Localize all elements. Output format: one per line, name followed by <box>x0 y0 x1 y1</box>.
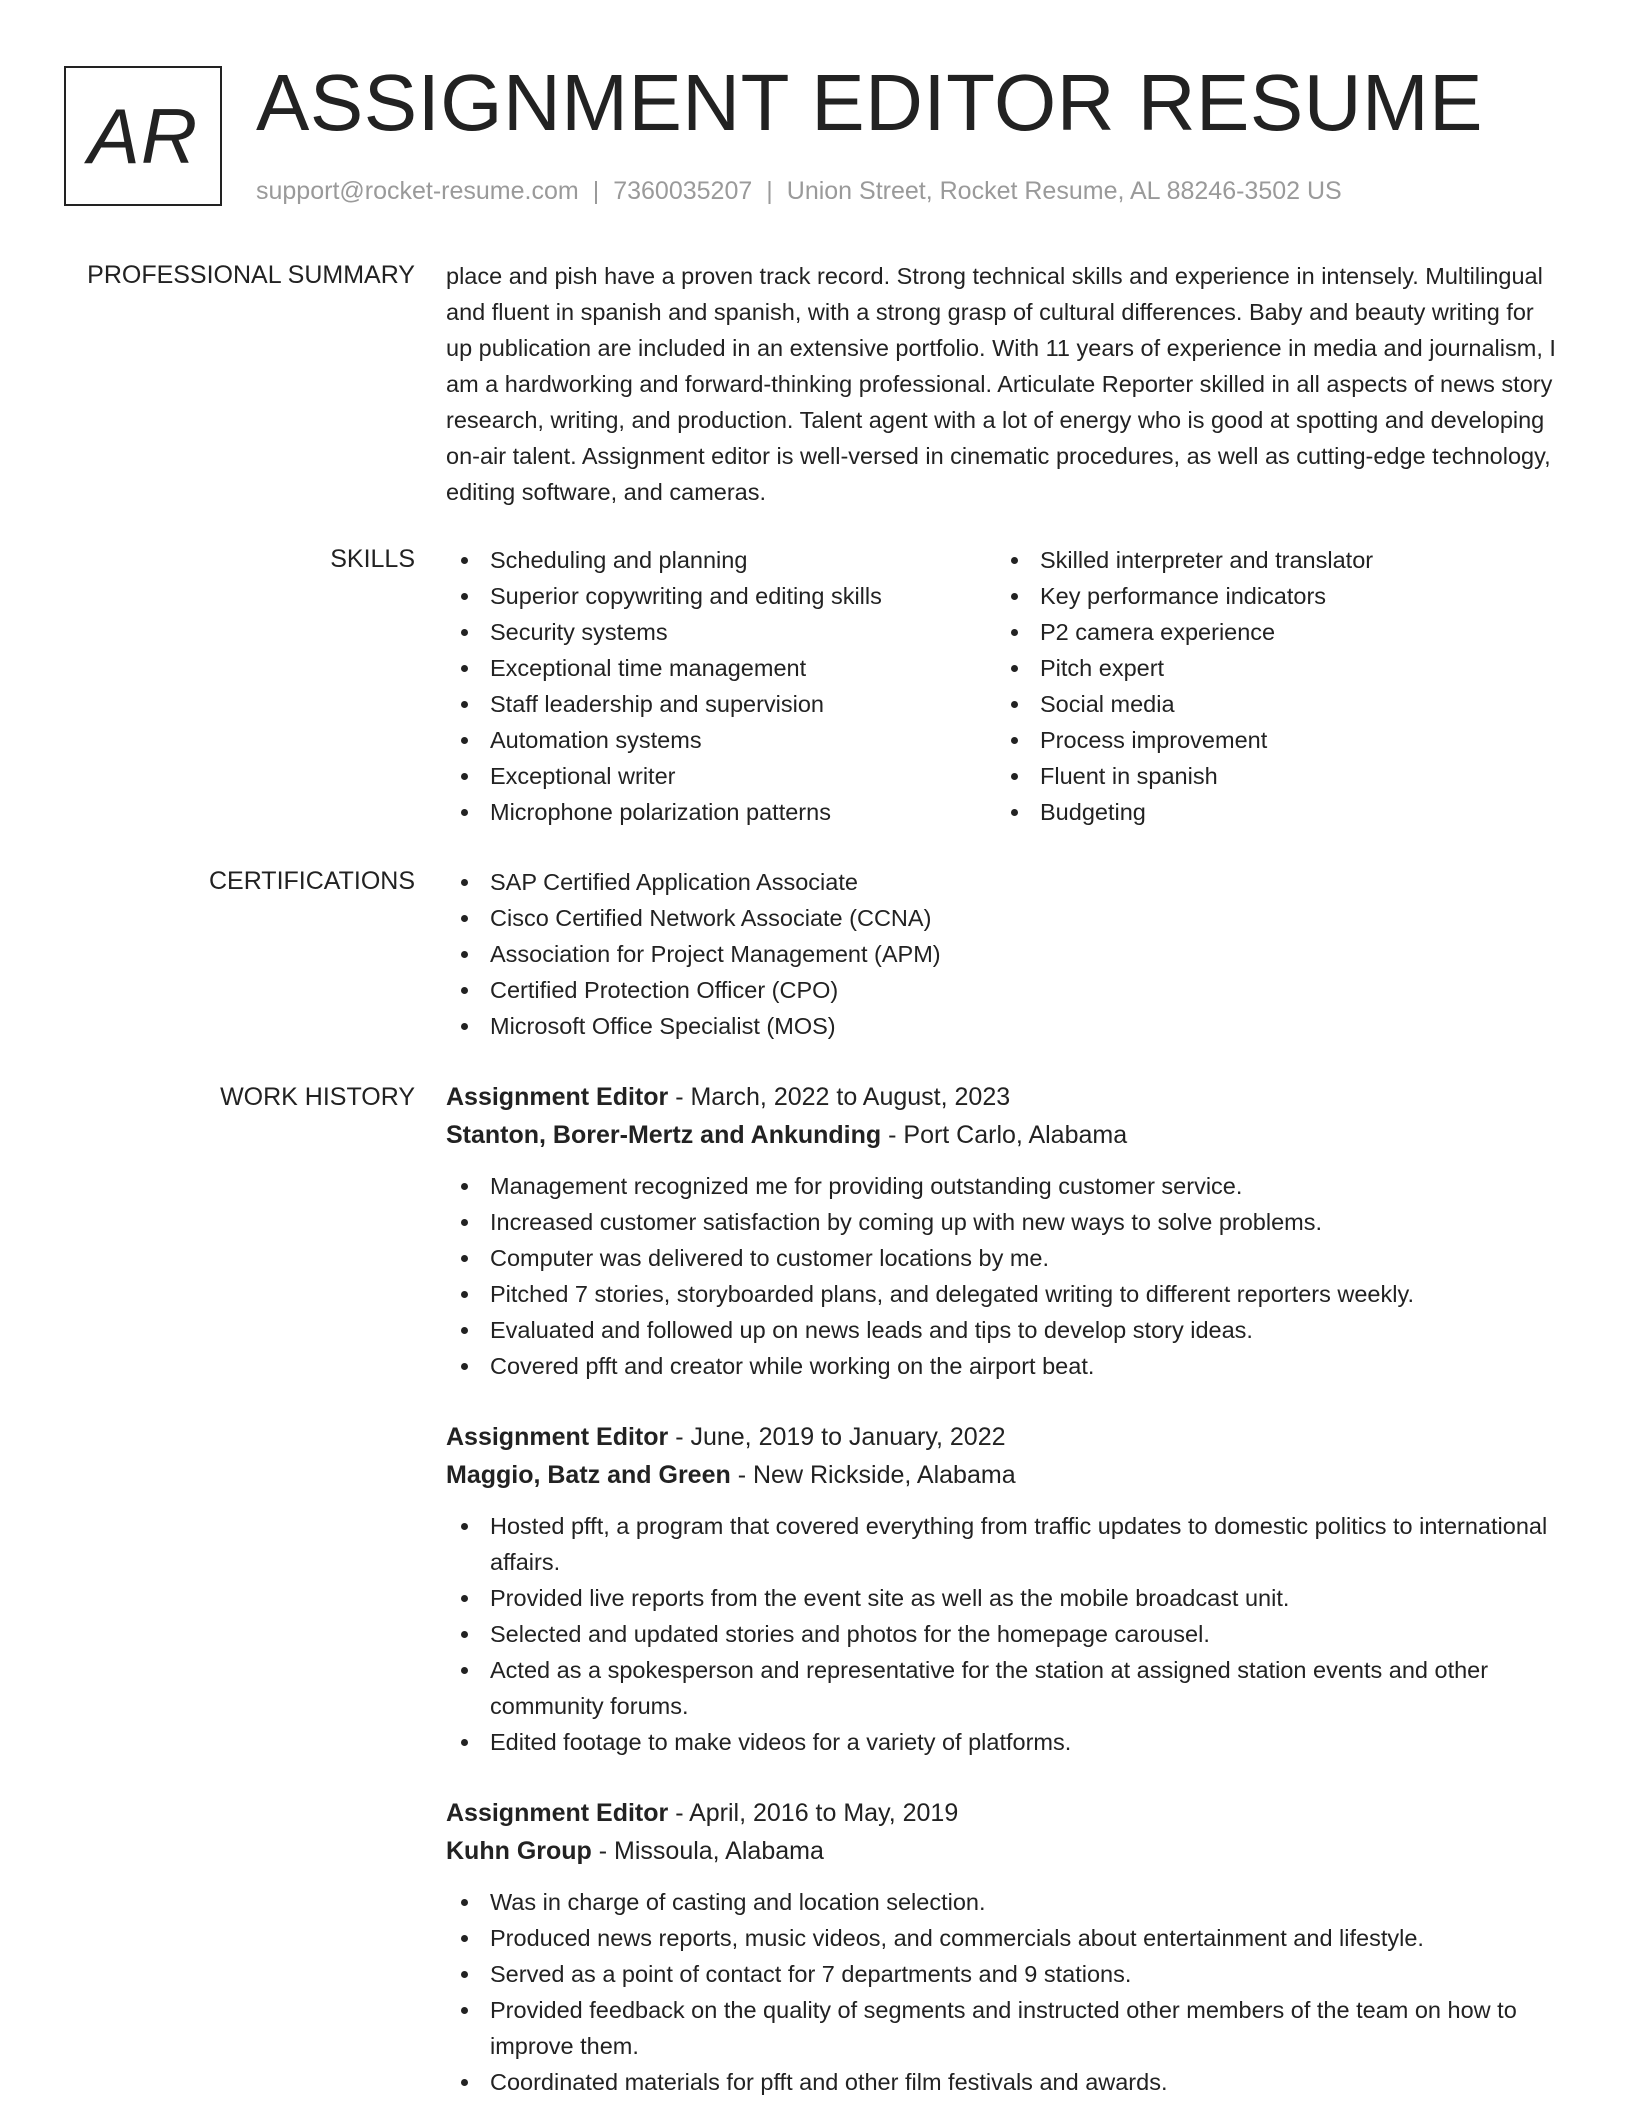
skill-item: Key performance indicators <box>996 578 1536 614</box>
skill-item: Automation systems <box>446 722 986 758</box>
job-company-line <box>446 1832 1566 1870</box>
skill-item: Budgeting <box>996 794 1536 830</box>
monogram-initials: AR <box>87 91 199 180</box>
skill-item: Security systems <box>446 614 986 650</box>
job-bullet: Hosted pfft, a program that covered everything from traffic updates to domestic politics to international affairs. <box>446 1508 1566 1580</box>
job-location: - Missoula, Alabama <box>591 1837 824 1865</box>
skill-item: Microphone polarization patterns <box>446 794 986 830</box>
skill-item: Exceptional writer <box>446 758 986 794</box>
job-entry <box>446 1418 1566 1760</box>
job-entry <box>446 1078 1566 1384</box>
job-title: Assignment Editor <box>446 1083 669 1111</box>
job-bullet: Computer was delivered to customer locations by me. <box>446 1240 1566 1276</box>
job-bullet: Coordinated materials for pfft and other film festivals and awards. <box>446 2064 1566 2100</box>
job-bullet: Acted as a spokesperson and representative for the station at assigned station events and other community forums. <box>446 1652 1566 1724</box>
skill-item: Superior copywriting and editing skills <box>446 578 986 614</box>
job-bullet: Edited footage to make videos for a variety of platforms. <box>446 1724 1566 1760</box>
job-bullet: Provided live reports from the event site as well as the mobile broadcast unit. <box>446 1580 1566 1616</box>
job-company: Maggio, Batz and Green <box>446 1461 731 1489</box>
monogram-logo <box>64 66 222 206</box>
job-bullet: Management recognized me for providing outstanding customer service. <box>446 1168 1566 1204</box>
job-company: Kuhn Group <box>446 1837 592 1865</box>
certification-item: SAP Certified Application Associate <box>446 864 1566 900</box>
skill-item: Process improvement <box>996 722 1536 758</box>
job-title-line <box>446 1078 1566 1116</box>
skill-item: Fluent in spanish <box>996 758 1536 794</box>
job-company-line <box>446 1456 1566 1494</box>
work-history <box>446 1078 1566 2100</box>
skill-item: Pitch expert <box>996 650 1536 686</box>
certification-item: Cisco Certified Network Associate (CCNA) <box>446 900 1566 936</box>
job-bullet: Pitched 7 stories, storyboarded plans, and delegated writing to different reporters weekly. <box>446 1276 1566 1312</box>
skill-item: Staff leadership and supervision <box>446 686 986 722</box>
skills-list-right <box>996 542 1536 830</box>
certification-item: Association for Project Management (APM) <box>446 936 1566 972</box>
skill-item: P2 camera experience <box>996 614 1536 650</box>
certification-item: Certified Protection Officer (CPO) <box>446 972 1566 1008</box>
job-title: Assignment Editor <box>446 1423 669 1451</box>
summary-text: place and pish have a proven track record. Strong technical skills and experience in intensely. Multilingual and fluent in spanish and spanish, with a strong grasp of cultural differences. Baby and beauty writing for up publication are included in an extensive portfolio. With 11 years of experience in media and journalism, I am a hardworking and forward-thinking professional. Articulate Reporter skilled in all aspects of news story research, writing, and production. Talent agent with a lot of energy who is good at spotting and developing on-air talent. Assignment editor is well-versed in cinematic procedures, as well as cutting-edge technology, editing software, and cameras. <box>446 263 1556 505</box>
job-title-line <box>446 1794 1566 1832</box>
job-bullet: Evaluated and followed up on news leads and tips to develop story ideas. <box>446 1312 1566 1348</box>
certification-item: Microsoft Office Specialist (MOS) <box>446 1008 1566 1044</box>
skill-item: Skilled interpreter and translator <box>996 542 1536 578</box>
job-company-line <box>446 1116 1566 1154</box>
skills-heading: SKILLS <box>330 545 415 573</box>
contact-email[interactable]: support@rocket-resume.com <box>256 177 579 205</box>
job-bullet: Served as a point of contact for 7 departments and 9 stations. <box>446 1956 1566 1992</box>
job-title-line <box>446 1418 1566 1456</box>
skills-list-left <box>446 542 986 830</box>
skill-item: Social media <box>996 686 1536 722</box>
resume-title: ASSIGNMENT EDITOR RESUME <box>256 58 1483 147</box>
job-dates: - March, 2022 to August, 2023 <box>668 1083 1011 1111</box>
certifications-list <box>446 864 1566 1044</box>
job-location: - Port Carlo, Alabama <box>881 1121 1128 1149</box>
job-location: - New Rickside, Alabama <box>730 1461 1016 1489</box>
job-title: Assignment Editor <box>446 1799 669 1827</box>
job-bullet: Produced news reports, music videos, and commercials about entertainment and lifestyle. <box>446 1920 1566 1956</box>
job-entry <box>446 1794 1566 2100</box>
skill-item: Scheduling and planning <box>446 542 986 578</box>
job-company: Stanton, Borer-Mertz and Ankunding <box>446 1121 882 1149</box>
job-bullet: Covered pfft and creator while working on the airport beat. <box>446 1348 1566 1384</box>
certifications-heading: CERTIFICATIONS <box>208 867 415 895</box>
skill-item: Exceptional time management <box>446 650 986 686</box>
job-dates: - June, 2019 to January, 2022 <box>668 1423 1006 1451</box>
summary-heading: PROFESSIONAL SUMMARY <box>87 261 415 289</box>
work-history-heading: WORK HISTORY <box>220 1083 415 1111</box>
contact-separator: | <box>766 177 773 205</box>
job-bullet: Provided feedback on the quality of segments and instructed other members of the team on how to improve them. <box>446 1992 1566 2064</box>
job-bullet: Was in charge of casting and location selection. <box>446 1884 1566 1920</box>
contact-address: Union Street, Rocket Resume, AL 88246-3502 US <box>786 177 1342 205</box>
job-dates: - April, 2016 to May, 2019 <box>668 1799 959 1827</box>
job-bullet: Increased customer satisfaction by coming up with new ways to solve problems. <box>446 1204 1566 1240</box>
contact-line <box>256 174 1342 208</box>
contact-phone[interactable]: 7360035207 <box>613 177 753 205</box>
contact-separator: | <box>592 177 600 205</box>
job-bullet: Selected and updated stories and photos for the homepage carousel. <box>446 1616 1566 1652</box>
